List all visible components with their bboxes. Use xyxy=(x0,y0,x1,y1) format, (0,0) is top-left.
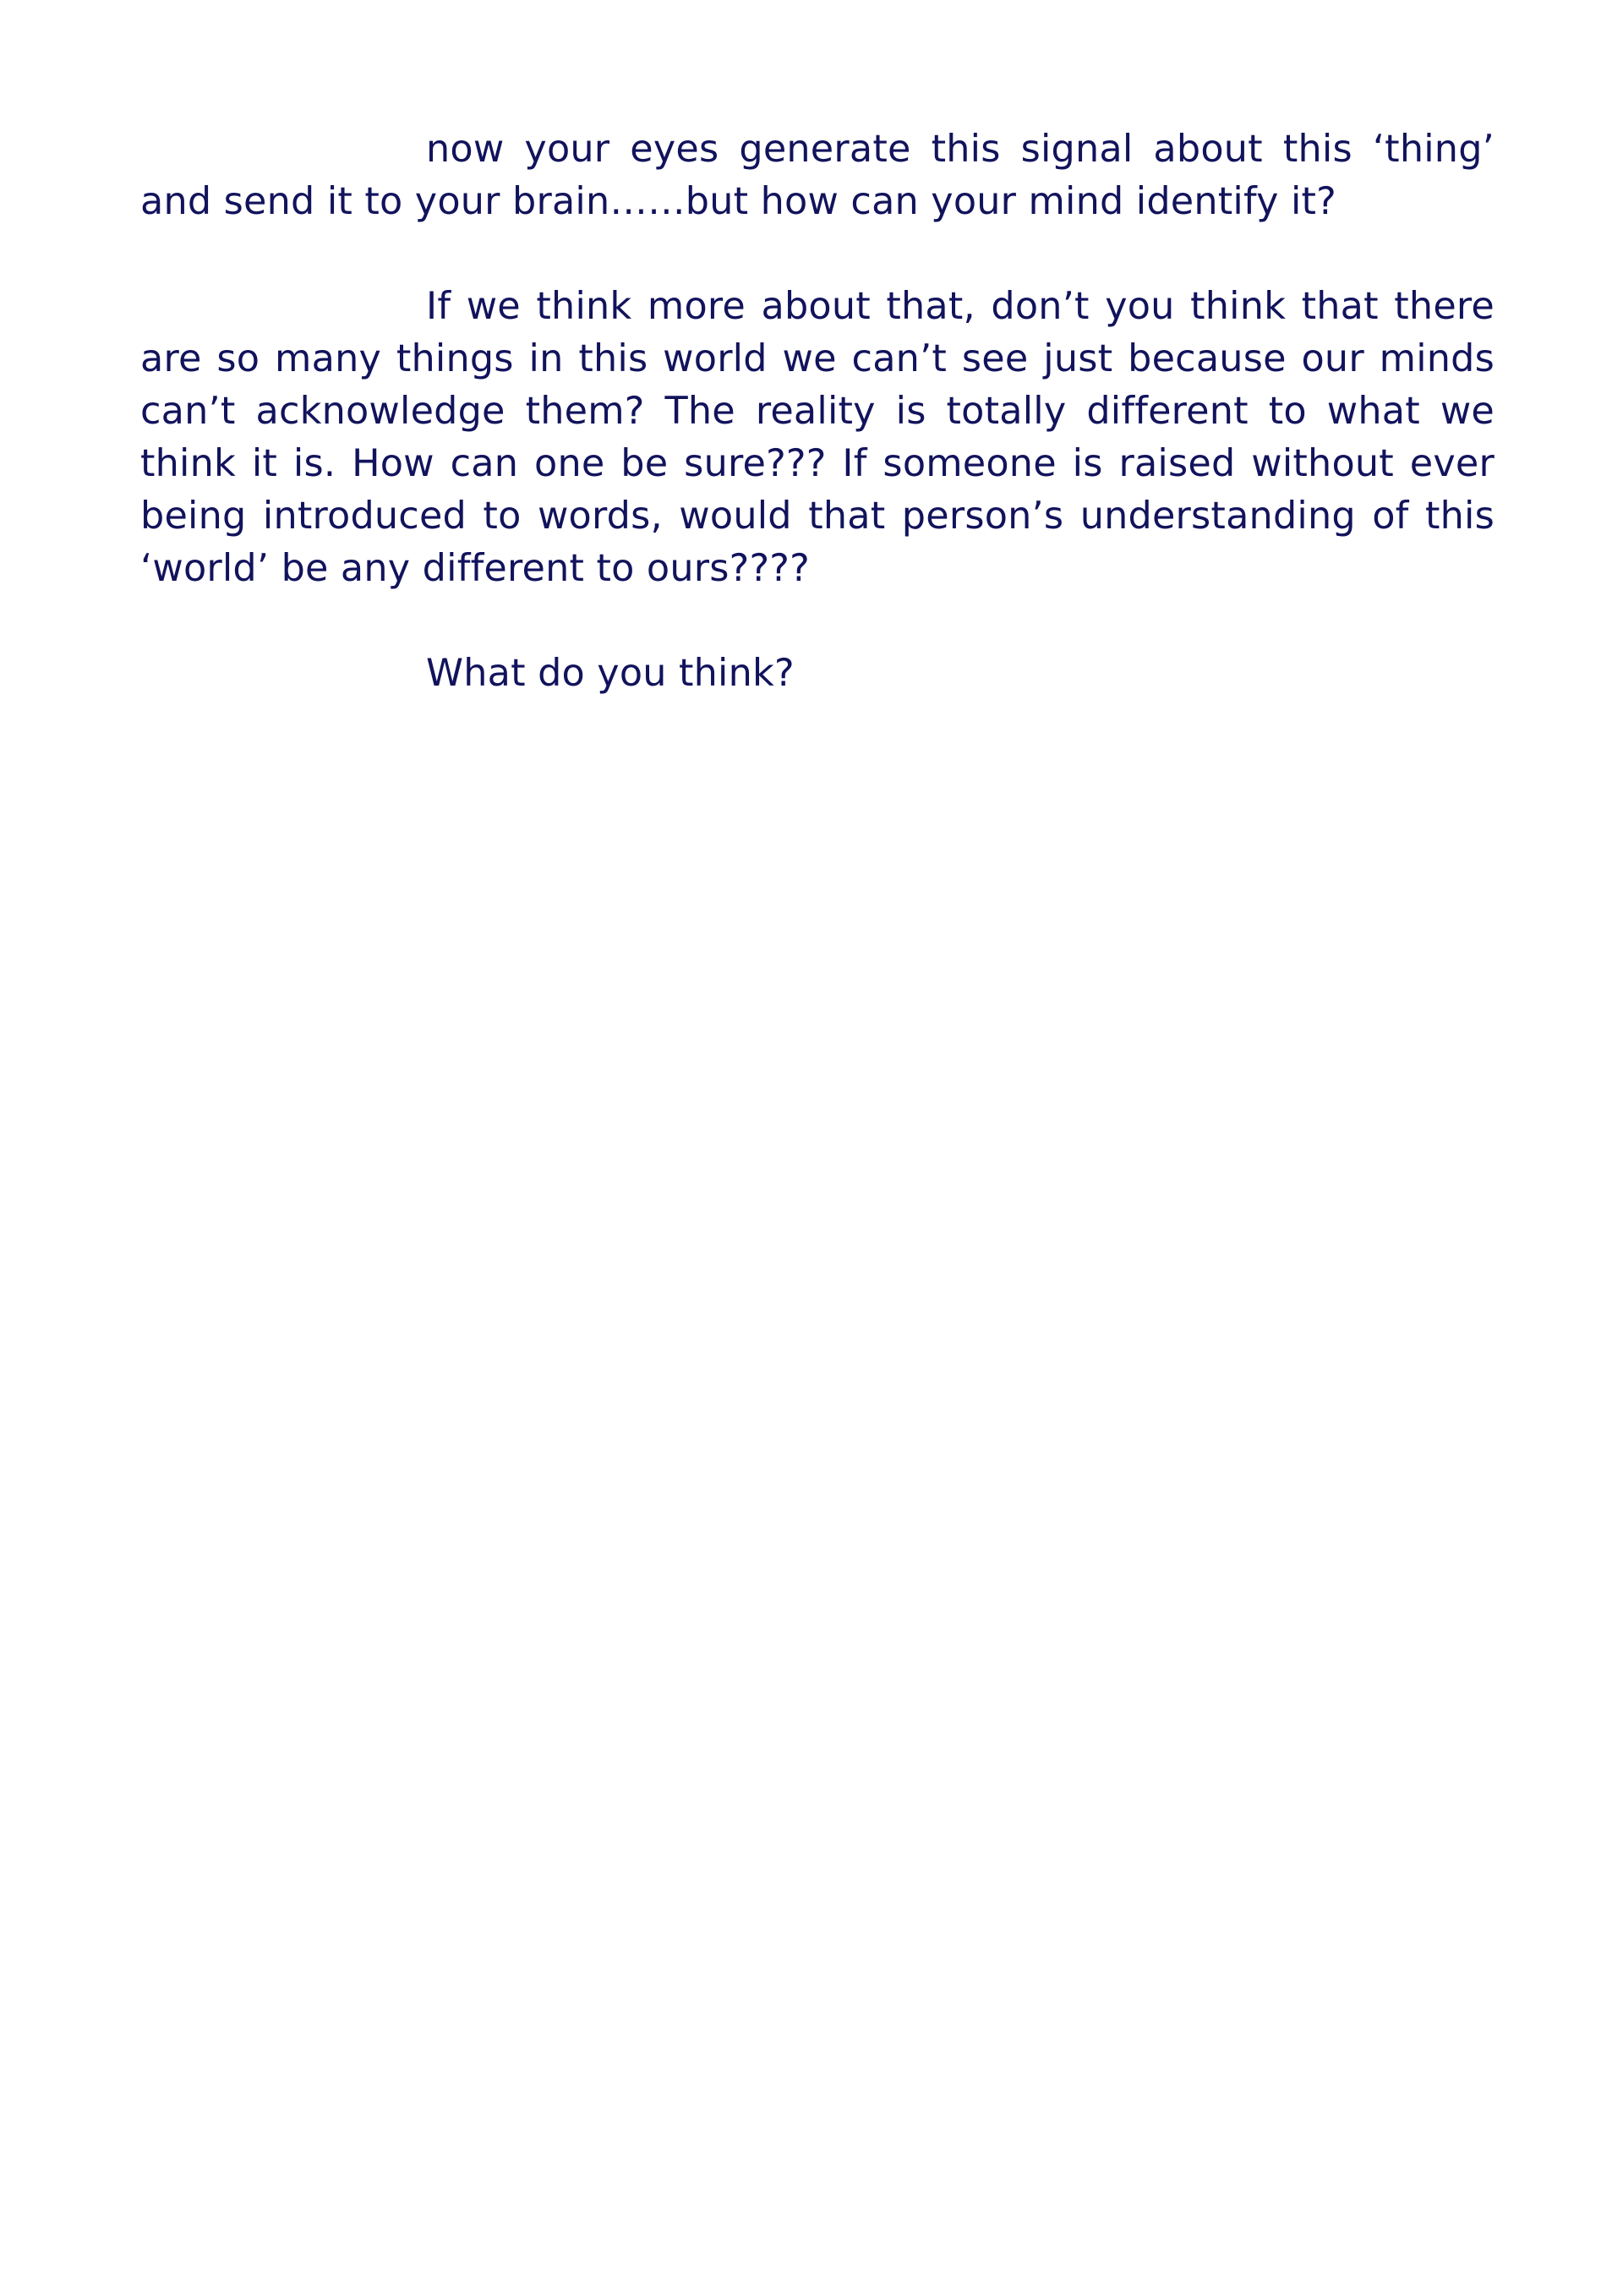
body-text xyxy=(140,123,1495,700)
paragraph-2: If we think more about that, don’t you think that there are so many things in this world we can’t see just because our minds can’t acknowledge them? The reality is totally different to what we think it is. How can one be sure??? If someone is raised without ever being introduced to words, would that person’s understanding of this ‘world’ be any different to ours???? xyxy=(140,285,1495,590)
paragraph-3: What do you think? xyxy=(426,652,795,695)
paragraph-1: now your eyes generate this signal about this ‘thing’ and send it to your brain……but how can your mind identify it? xyxy=(140,128,1495,223)
